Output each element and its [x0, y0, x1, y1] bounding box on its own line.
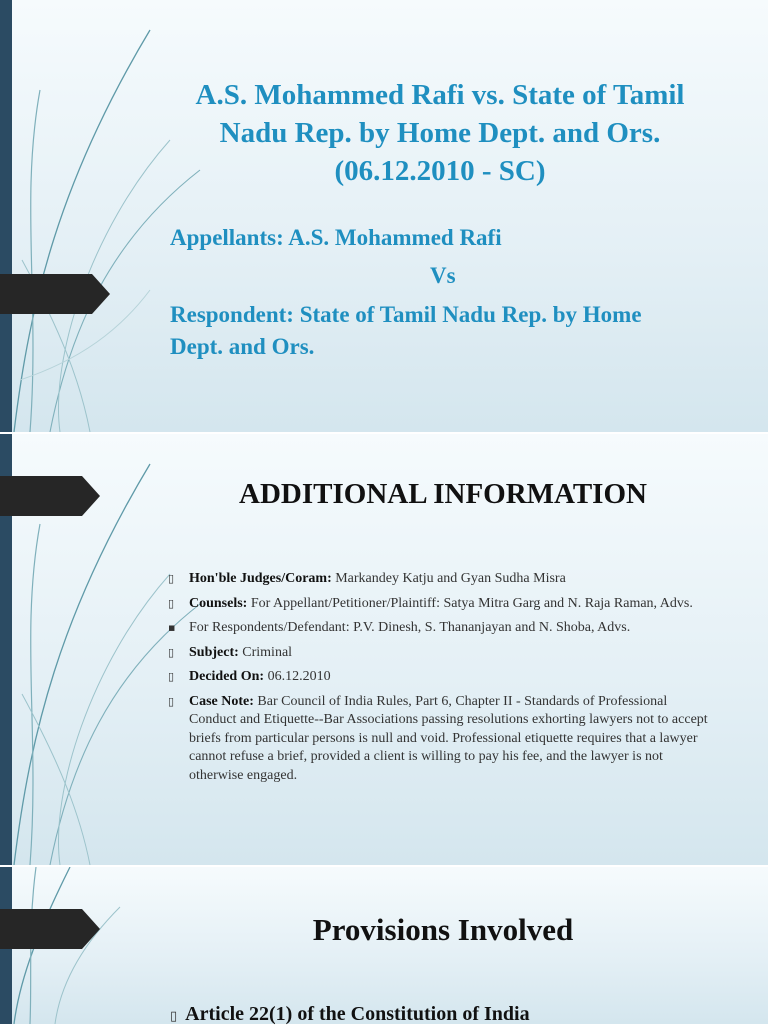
slide-title: [0, 0, 768, 432]
bullet-text: For Respondents/Defendant: P.V. Dinesh, S. Thananjayan and N. Shoba, Advs.: [189, 620, 631, 635]
tab-arrow-shape: [0, 274, 110, 314]
bullet-label: Counsels:: [189, 595, 248, 611]
tab-arrow-shape: [0, 476, 110, 516]
bullet-marker: ▪: [168, 621, 176, 634]
info-bullet-list: [168, 570, 713, 791]
case-title: A.S. Mohammed Rafi vs. State of Tamil Nadu Rep. by Home Dept. and Ors. (06.12.2010 - SC): [195, 79, 685, 187]
bullet-label: Hon'ble Judges/Coram:: [189, 571, 332, 586]
bullet-decided-on: [168, 668, 713, 687]
bullet-judges: [168, 570, 713, 589]
bullet-subject: [168, 644, 713, 663]
provision-text: Article 22(1) of the Constitution of India: [185, 1003, 530, 1025]
provision-item: [170, 1003, 530, 1026]
section-title: ADDITIONAL INFORMATION: [239, 478, 647, 510]
versus-label: Vs: [430, 263, 456, 288]
bullet-label: Subject:: [189, 644, 239, 660]
bullet-marker: ▯: [168, 596, 175, 610]
bullet-text: For Appellant/Petitioner/Plaintiff: Satya Mitra Garg and N. Raja Raman, Advs.: [247, 595, 693, 611]
bullet-marker: ▯: [168, 670, 175, 683]
section-title: Provisions Involved: [312, 912, 574, 947]
bullet-label: Case Note:: [189, 693, 254, 709]
appellants-line: Appellants: A.S. Mohammed Rafi: [170, 225, 502, 250]
bullet-counsels: [168, 595, 713, 614]
decorative-swirl-lines: [0, 0, 220, 432]
bullet-text: 06.12.2010: [264, 669, 331, 684]
bullet-marker: ▯: [168, 572, 175, 585]
bullet-text: Bar Council of India Rules, Part 6, Chapter II - Standards of Professional Conduct and Etiquette--Bar Associations passing resolutions exhorting lawyers not to accept briefs from particular persons is null and void. Professional etiquette requires that a lawyer cannot refuse a brief, provided a client is willing to pay his fee, and the lawyer is not otherwise engaged.: [189, 693, 708, 783]
bullet-text: Criminal: [238, 644, 293, 660]
bullet-marker: ▯: [170, 1009, 178, 1024]
bullet-respondents-counsel: [168, 619, 713, 638]
respondent-line-2: Dept. and Ors.: [170, 334, 315, 359]
bullet-label: Decided On:: [189, 669, 265, 684]
respondent-line-1: Respondent: State of Tamil Nadu Rep. by Home: [170, 302, 642, 327]
bullet-case-note: [168, 693, 713, 786]
bullet-marker: ▯: [168, 694, 175, 708]
bullet-text: Markandey Katju and Gyan Sudha Misra: [331, 571, 566, 586]
bullet-marker: ▯: [168, 645, 175, 659]
tab-arrow-shape: [0, 909, 110, 949]
